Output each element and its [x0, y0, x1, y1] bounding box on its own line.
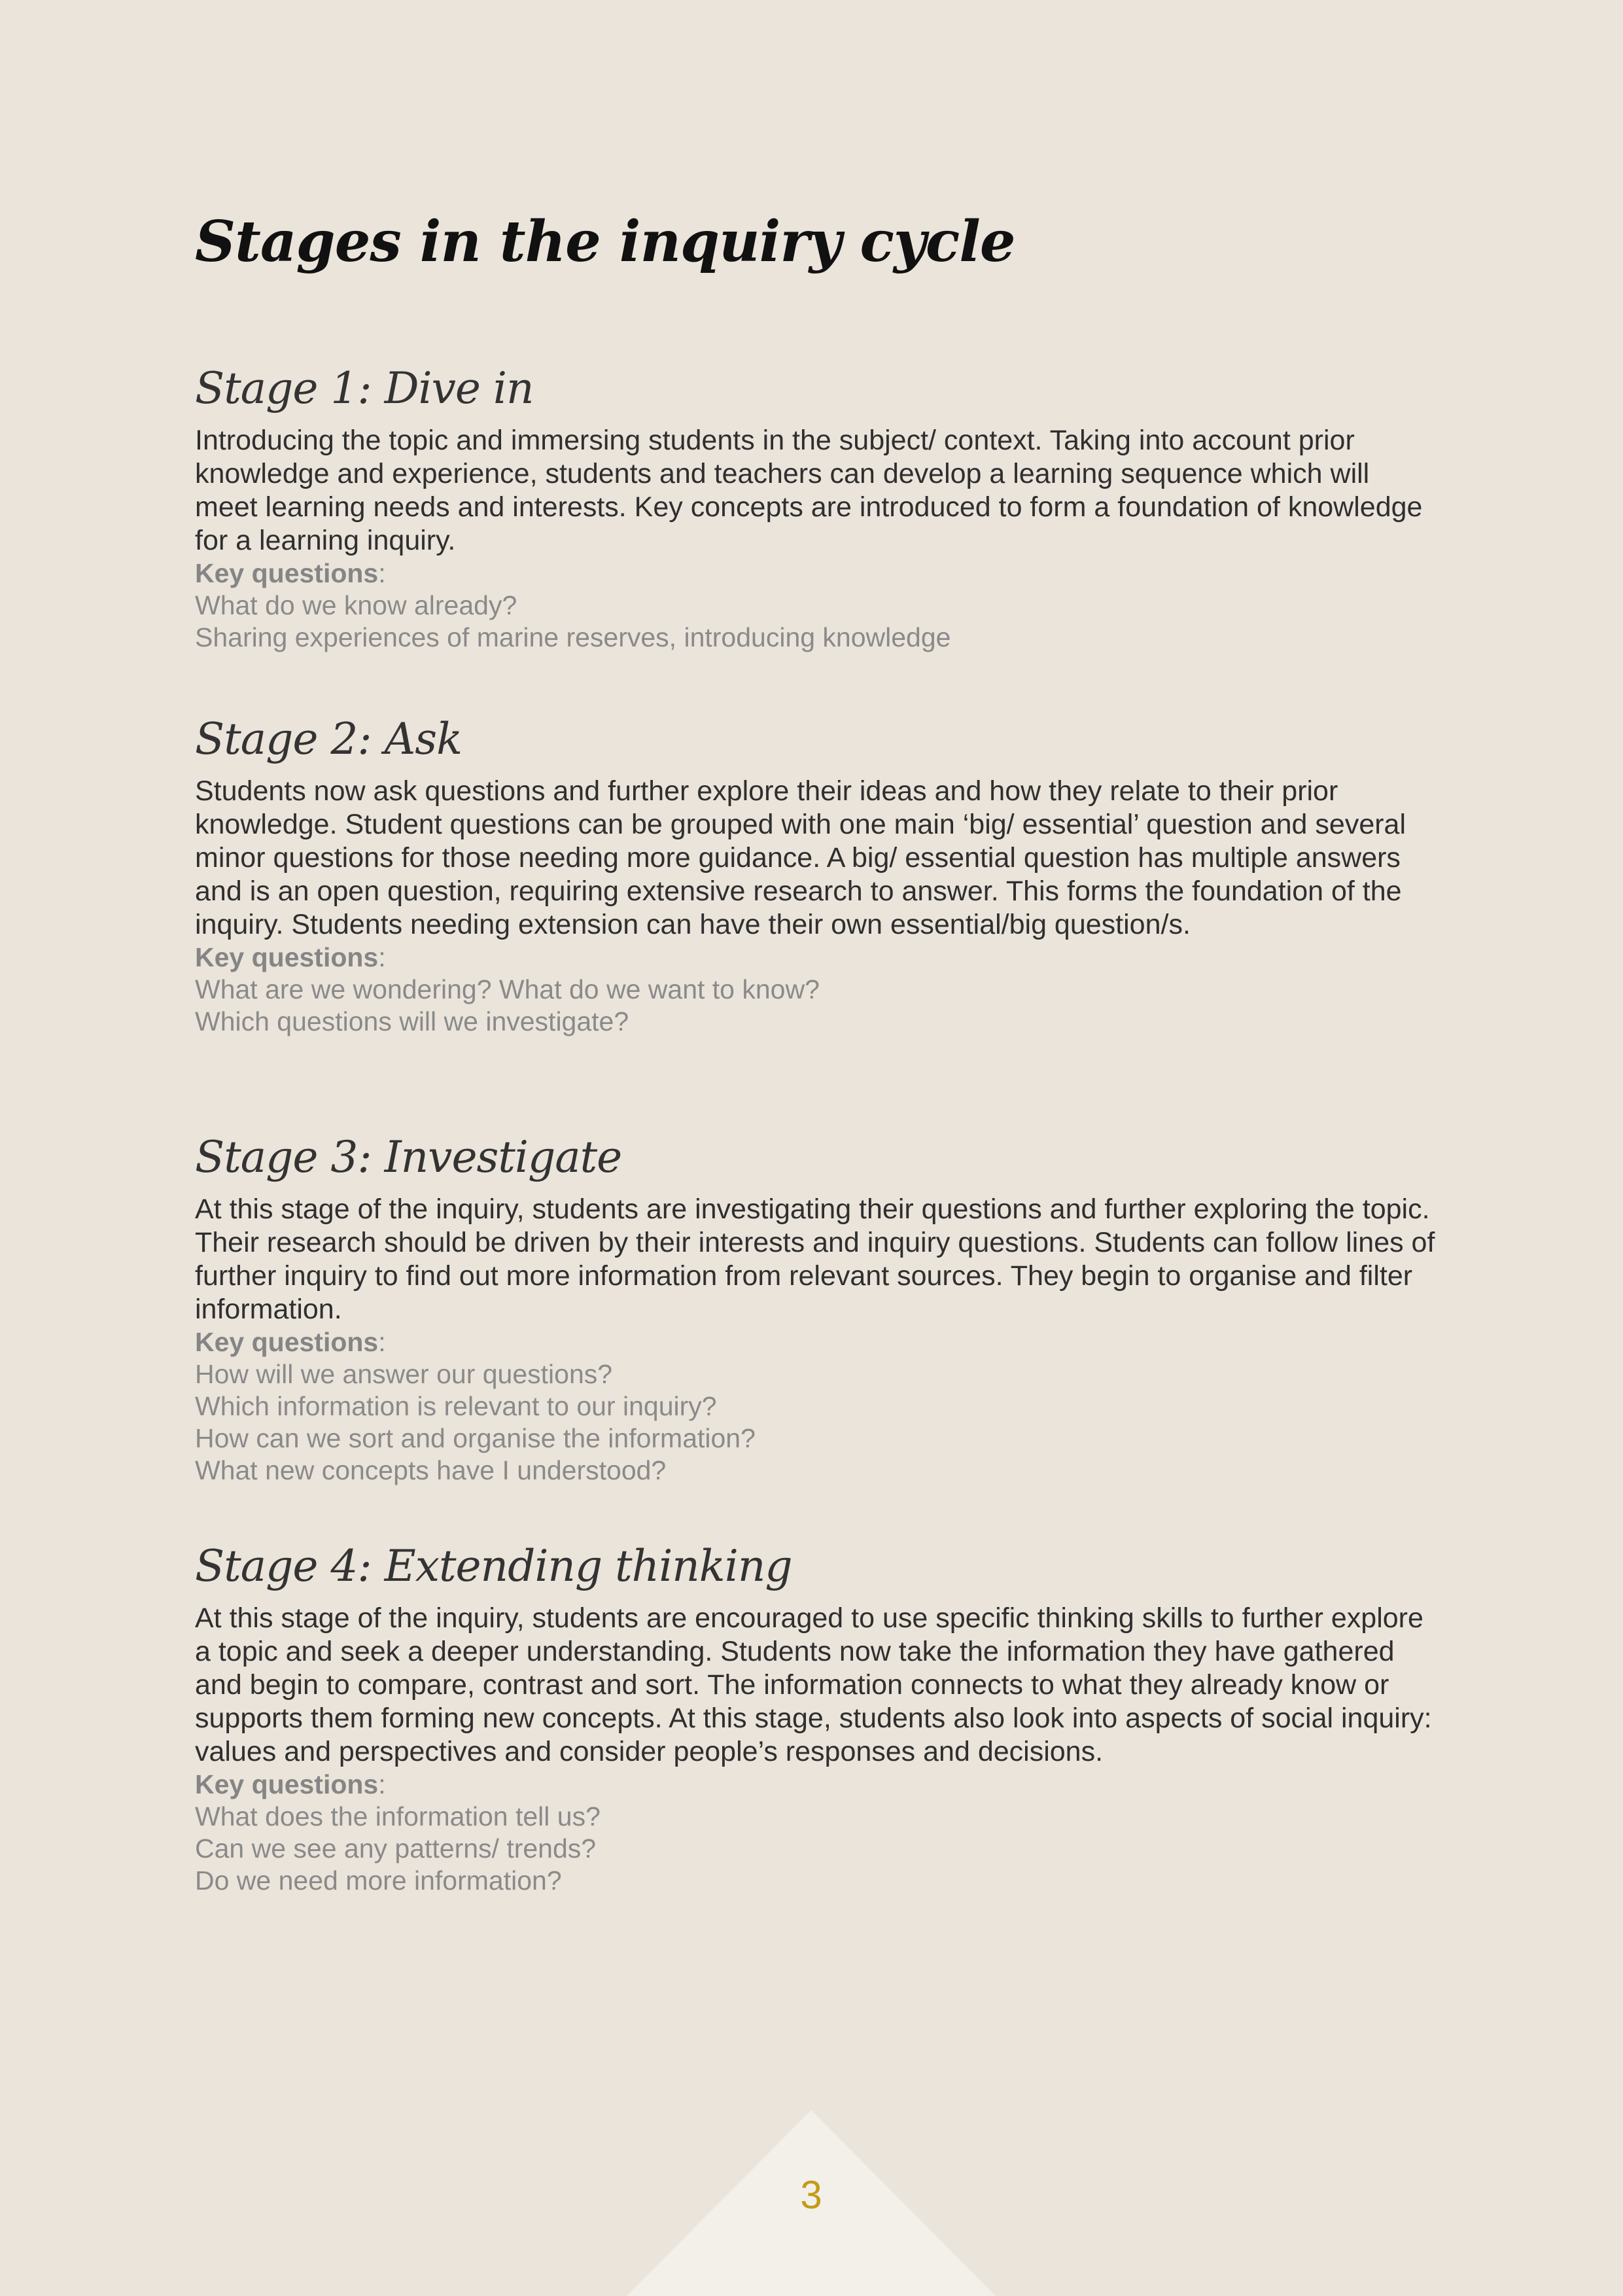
stage-heading: Stage 2: Ask — [195, 714, 462, 764]
page-title: Stages in the inquiry cycle — [195, 209, 1015, 275]
key-questions-label: Key questions: — [195, 1326, 386, 1357]
key-question: How can we sort and organise the information? — [195, 1422, 756, 1453]
stage-heading: Stage 1: Dive in — [195, 363, 534, 414]
key-question: What does the information tell us? — [195, 1801, 601, 1831]
stage-4-section — [195, 1542, 1438, 1897]
page-number: 3 — [800, 2173, 822, 2217]
stage-2-section — [195, 715, 1438, 1038]
key-question: Can we see any patterns/ trends? — [195, 1833, 597, 1863]
stage-description: At this stage of the inquiry, students are investigating their questions and further exploring the topic. Their research should be driven by their interests and inquiry questions. Students can follow lines of further inquiry to find out more information from relevant sources. They begin to organise and filter information. — [195, 1193, 1435, 1325]
stage-heading: Stage 4: Extending thinking — [195, 1541, 792, 1591]
key-questions-label-text: Key questions — [195, 942, 379, 972]
key-question: What new concepts have I understood? — [195, 1455, 667, 1485]
key-question: Sharing experiences of marine reserves, introducing knowledge — [195, 622, 951, 652]
key-questions-label-text: Key questions — [195, 1326, 379, 1357]
key-question: Do we need more information? — [195, 1865, 562, 1896]
key-questions-label-text: Key questions — [195, 1769, 379, 1799]
stage-description: At this stage of the inquiry, students are encouraged to use specific thinking skills to further explore a topic and seek a deeper understanding. Students now take the information they have gathered and begin to compare, contrast and sort. The information connects to what they already know or supports them forming new concepts. At this stage, students also look into aspects of social inquiry: values and perspectives and consider people’s responses and decisions. — [195, 1602, 1432, 1767]
key-questions-label: Key questions: — [195, 942, 386, 972]
stage-3-section — [195, 1133, 1438, 1487]
stage-description: Students now ask questions and further explore their ideas and how they relate to their prior knowledge. Student questions can be grouped with one main ‘big/ essential’ question and several minor questions for those needing more guidance. A big/ essential question has multiple answers and is an open question, requiring extensive research to answer. This forms the foundation of the inquiry. Students needing extension can have their own essential/big question/s. — [195, 775, 1406, 940]
stage-1-section — [195, 364, 1438, 654]
stage-description: Introducing the topic and immersing students in the subject/ context. Taking into account prior knowledge and experience, students and teachers can develop a learning sequence which will meet learning needs and interests. Key concepts are introduced to form a foundation of knowledge for a learning inquiry. — [195, 424, 1423, 556]
key-question: What are we wondering? What do we want to know? — [195, 974, 820, 1004]
key-question: Which information is relevant to our inquiry? — [195, 1390, 717, 1421]
stage-heading: Stage 3: Investigate — [195, 1132, 622, 1182]
key-questions-label: Key questions: — [195, 1769, 386, 1799]
key-questions-label-text: Key questions — [195, 557, 379, 588]
key-question: How will we answer our questions? — [195, 1358, 613, 1389]
key-questions-label: Key questions: — [195, 557, 386, 588]
key-question: What do we know already? — [195, 590, 517, 620]
key-question: Which questions will we investigate? — [195, 1006, 629, 1036]
